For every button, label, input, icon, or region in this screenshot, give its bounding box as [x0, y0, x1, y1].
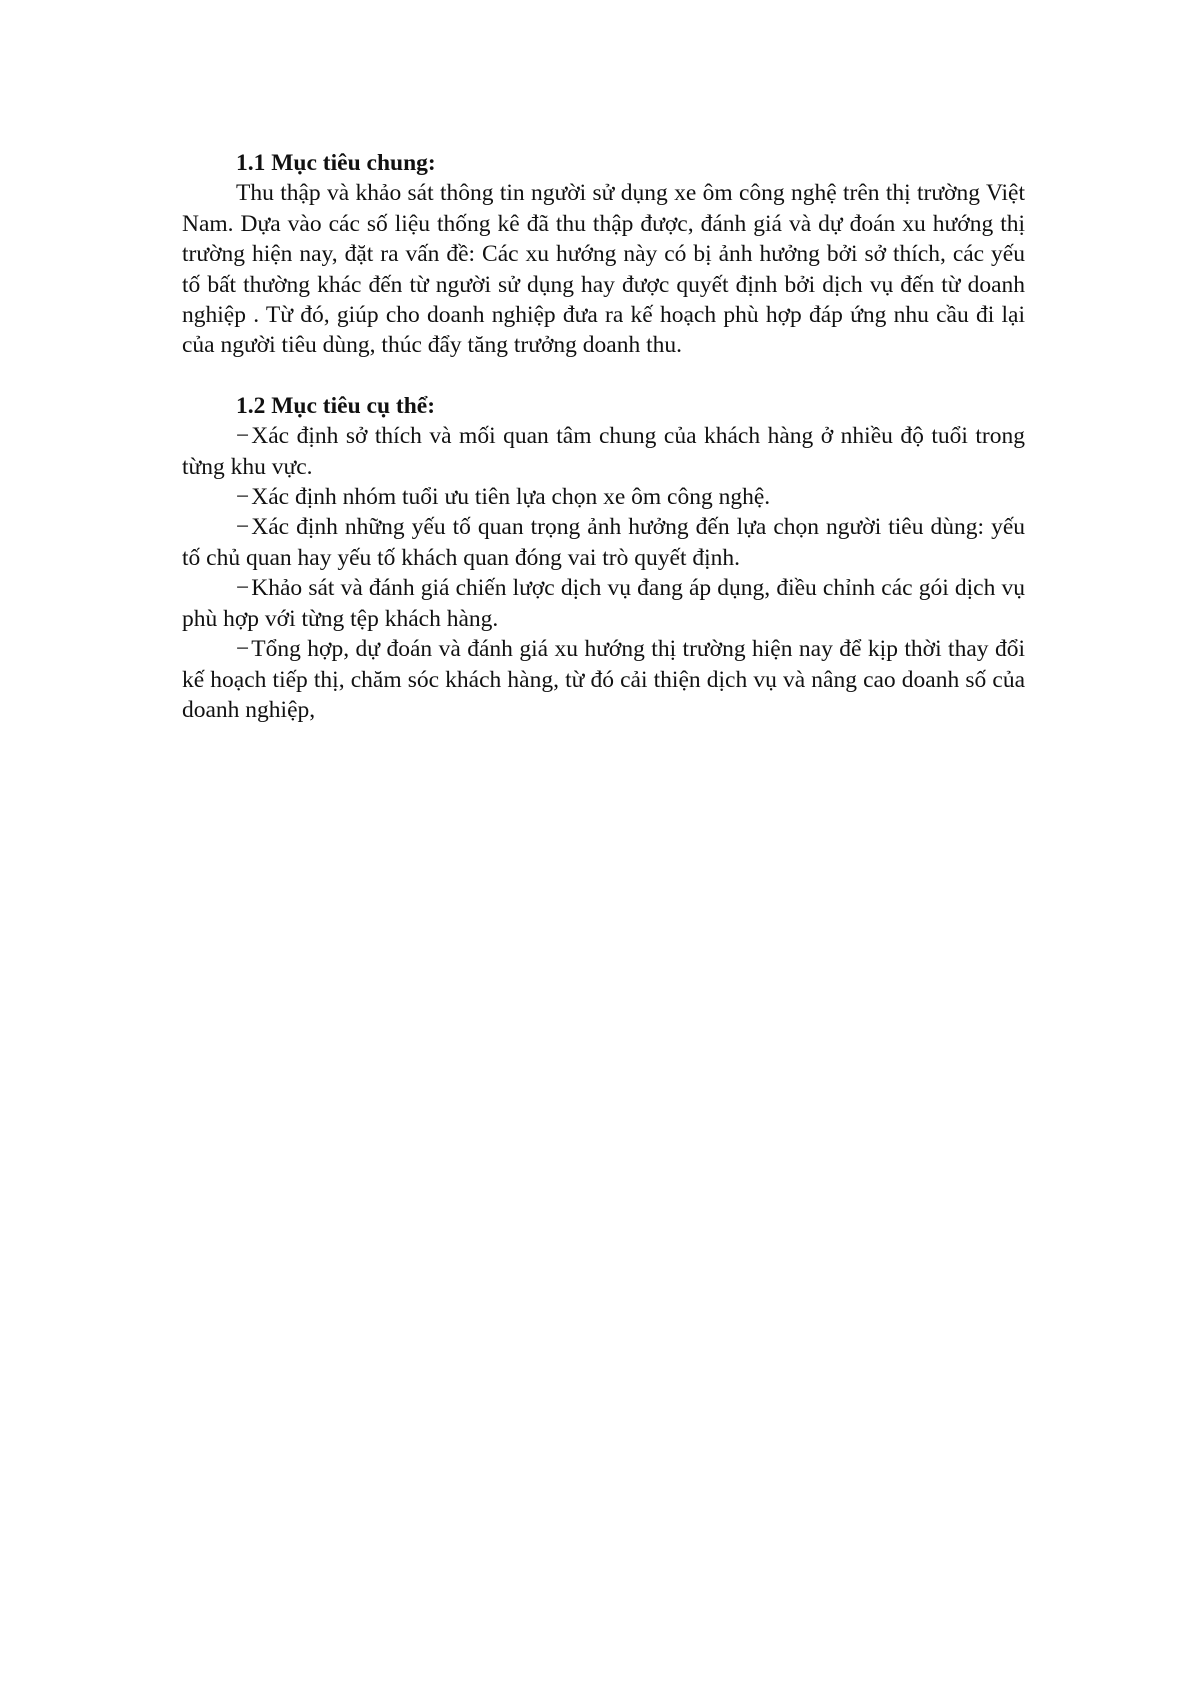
objective-item — [182, 512, 1025, 573]
dash-bullet-icon: − — [236, 484, 250, 511]
dash-bullet-icon: − — [236, 575, 250, 602]
objective-item — [182, 421, 1025, 482]
objective-item — [182, 482, 1025, 512]
dash-bullet-icon: − — [236, 636, 250, 663]
objective-item — [182, 634, 1025, 725]
objective-item-text: Tổng hợp, dự đoán và đánh giá xu hướng thị trường hiện nay để kịp thời thay đổi kế hoạch tiếp thị, chăm sóc khách hàng, từ đó cải thiện dịch vụ và nâng cao doanh số của doanh nghiệp, — [182, 636, 1025, 723]
dash-bullet-icon: − — [236, 423, 250, 450]
objective-item-text: Xác định những yếu tố quan trọng ảnh hưởng đến lựa chọn người tiêu dùng: yếu tố chủ quan hay yếu tố khách quan đóng vai trò quyết định. — [182, 514, 1025, 571]
dash-bullet-icon: − — [236, 514, 250, 541]
objective-item-text: Xác định nhóm tuổi ưu tiên lựa chọn xe ôm công nghệ. — [251, 484, 771, 511]
objective-item-text: Xác định sở thích và mối quan tâm chung của khách hàng ở nhiều độ tuổi trong từng khu vực. — [182, 423, 1025, 480]
document-content — [182, 148, 1025, 725]
section-heading-specific-objectives: 1.2 Mục tiêu cụ thể: — [236, 392, 436, 419]
section-spacer — [182, 361, 1025, 391]
general-objective-paragraph: Thu thập và khảo sát thông tin người sử dụng xe ôm công nghệ trên thị trường Việt Nam. Dựa vào các số liệu thống kê đã thu thập được, đánh giá và dự đoán xu hướng thị trường hiện nay, đặt ra vấn đề: Các xu hướng này có bị ảnh hưởng bởi sở thích, các yếu tố bất thường khác đến từ người sử dụng hay được quyết định bởi dịch vụ đến từ doanh nghiệp . Từ đó, giúp cho doanh nghiệp đưa ra kế hoạch phù hợp đáp ứng nhu cầu đi lại của người tiêu dùng, thúc đẩy tăng trưởng doanh thu. — [182, 180, 1025, 359]
section-heading-general-objective: 1.1 Mục tiêu chung: — [236, 150, 436, 176]
objective-item — [182, 573, 1025, 634]
objective-item-text: Khảo sát và đánh giá chiến lược dịch vụ đang áp dụng, điều chỉnh các gói dịch vụ phù hợp với từng tệp khách hàng. — [182, 575, 1025, 632]
